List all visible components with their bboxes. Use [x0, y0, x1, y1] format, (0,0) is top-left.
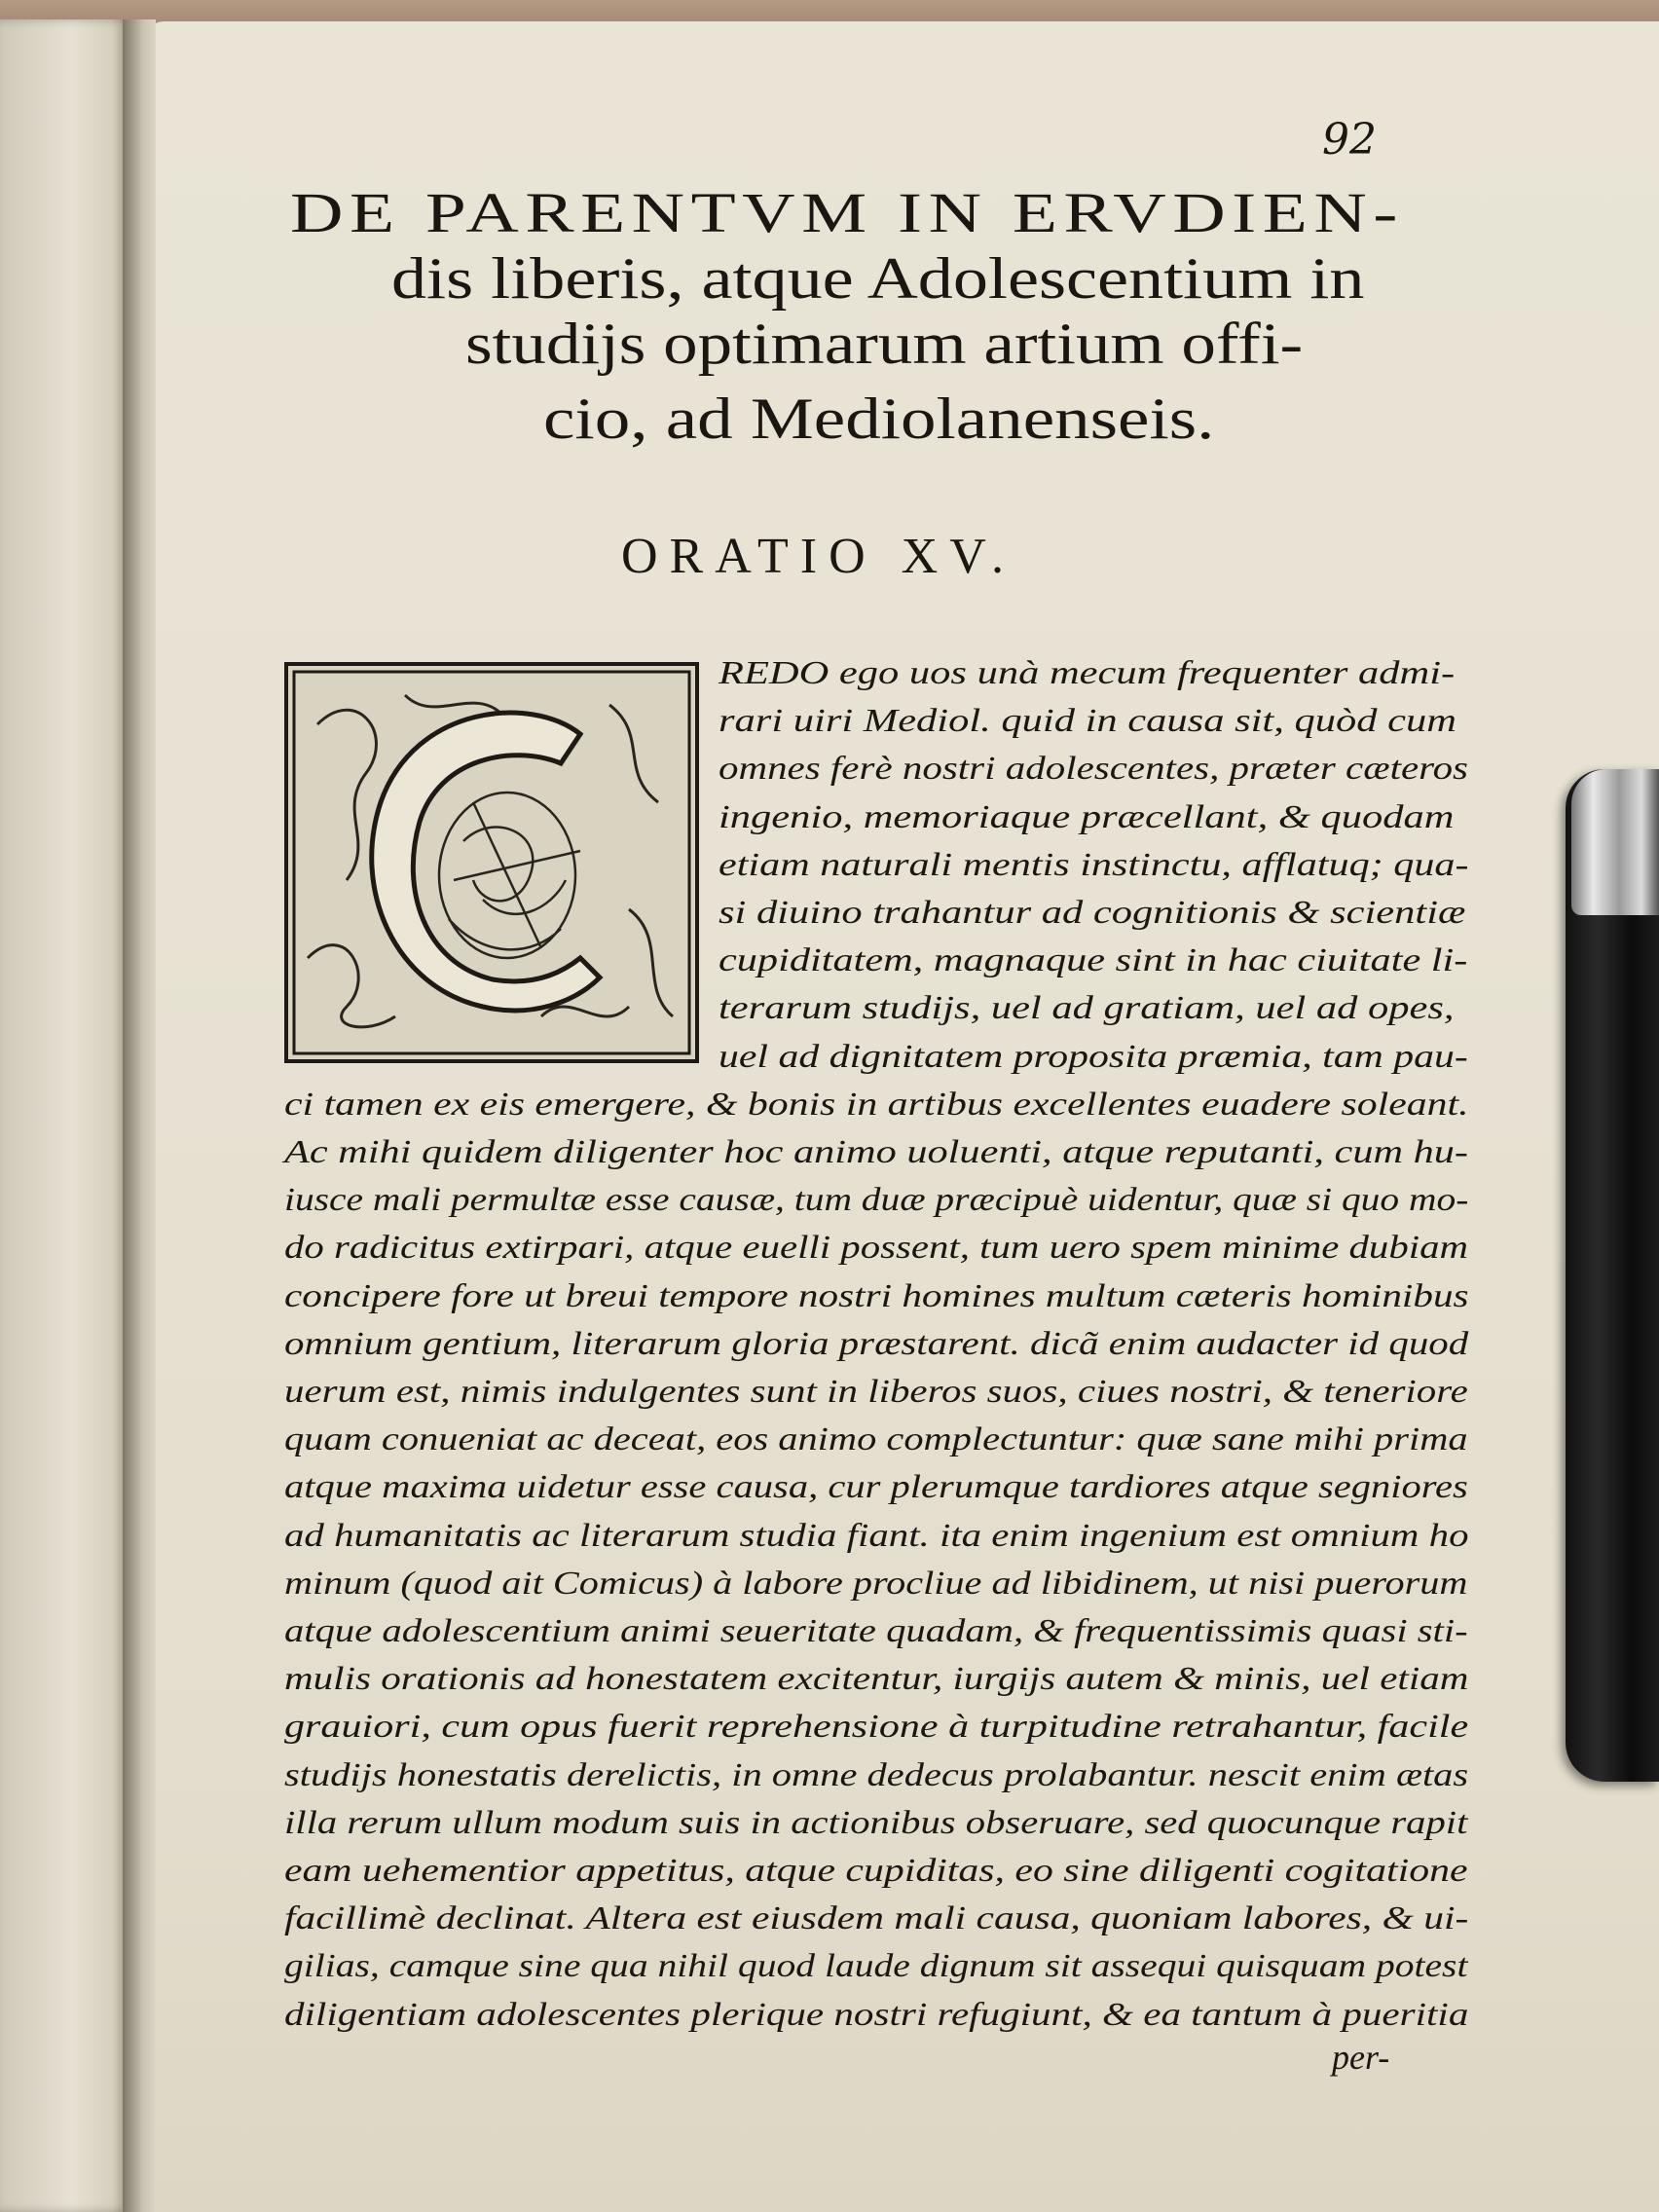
- body-line: do radicitus extirpari, atque euelli possent, tum uero spem minime dubiam: [284, 1230, 1468, 1267]
- body-line: ci tamen ex eis emergere, & bonis in artibus excellentes euadere soleant.: [284, 1086, 1469, 1123]
- body-line: gilias, camque sine qua nihil quod laude dignum sit assequi quisquam potest: [284, 1948, 1468, 1985]
- body-line: omnium gentium, literarum gloria præstarent. dicã enim audacter id quod: [284, 1325, 1469, 1362]
- body-line: atque maxima uidetur esse causa, cur plerumque tardiores atque segniores: [284, 1469, 1468, 1506]
- body-line: mulis orationis ad honestatem excitentur, iurgijs autem & minis, uel etiam: [284, 1661, 1469, 1698]
- body-line: REDO ego uos unà mecum frequenter admi-: [719, 655, 1456, 691]
- body-line: atque adolescentium animi seueritate quadam, & frequentissimis quasi sti-: [284, 1613, 1468, 1649]
- title-line-2: dis liberis, atque Adolescentium in: [391, 246, 1365, 311]
- body-line: facillimè declinat. Altera est eiusdem mali causa, quoniam labores, & ui-: [284, 1900, 1469, 1937]
- body-line: diligentiam adolescentes plerique nostri refugiunt, & ea tantum à pueritia: [284, 1996, 1469, 2033]
- oration-heading: ORATIO XV.: [621, 529, 1016, 584]
- body-line: quam conueniat ac deceat, eos animo complectuntur: quæ sane mihi prima: [284, 1421, 1468, 1458]
- body-line: terarum studijs, uel ad gratiam, uel ad opes,: [719, 990, 1455, 1027]
- title-line-4: cio, ad Mediolanenseis.: [543, 387, 1215, 451]
- pen-holder-clip: [1566, 769, 1659, 1782]
- body-line: rari uiri Mediol. quid in causa sit, quòd cum: [719, 703, 1456, 740]
- body-line: studijs honestatis derelictis, in omne dedecus prolabantur. nescit enim ætas: [284, 1756, 1469, 1793]
- body-line: eam uehementior appetitus, atque cupiditas, eo sine diligenti cogitatione: [284, 1853, 1468, 1889]
- body-line: uerum est, nimis indulgentes sunt in liberos suos, ciues nostri, & teneriore: [284, 1374, 1468, 1410]
- body-line: minum (quod ait Comicus) à labore procliue ad libidinem, ut nisi puerorum: [284, 1565, 1468, 1602]
- decorated-initial-c: [284, 662, 699, 1063]
- body-line: Ac mihi quidem diligenter hoc animo uoluenti, atque reputanti, cum hu-: [284, 1134, 1469, 1170]
- body-line: illa rerum ullum modum suis in actionibus obseruare, sed quocunque rapit: [284, 1804, 1468, 1841]
- body-line: uel ad dignitatem proposita præmia, tam pau-: [719, 1038, 1468, 1075]
- body-line: cupiditatem, magnaque sint in hac ciuitate li-: [719, 942, 1468, 979]
- body-line: ingenio, memoriaque præcellant, & quodam: [719, 798, 1455, 835]
- woodcut-ornament-icon: [288, 666, 695, 1059]
- body-line: etiam naturali mentis instinctu, afflatuq; qua-: [719, 846, 1469, 883]
- body-line: iusce mali permultæ esse causæ, tum duæ præcipuè uidentur, quæ si quo mo-: [284, 1182, 1469, 1219]
- body-line: concipere fore ut breui tempore nostri homines multum cæteris hominibus: [284, 1277, 1469, 1314]
- body-line: si diuino trahantur ad cognitionis & scientiæ: [719, 895, 1466, 931]
- catchword: per-: [1332, 2038, 1390, 2077]
- body-line: omnes ferè nostri adolescentes, præter cæteros: [719, 751, 1468, 788]
- body-line: grauiori, cum opus fuerit reprehensione à turpitudine retrahantur, facile: [284, 1709, 1469, 1746]
- pen-clip-metal-icon: [1571, 769, 1659, 915]
- title-line-3: studijs optimarum artium offi-: [465, 312, 1304, 376]
- body-line: ad humanitatis ac literarum studia fiant. ita enim ingenium est omnium ho: [284, 1517, 1469, 1554]
- page-number: 92: [1322, 115, 1377, 165]
- title-line-1: DE PARENTVM IN ERVDIEN-: [290, 181, 1404, 244]
